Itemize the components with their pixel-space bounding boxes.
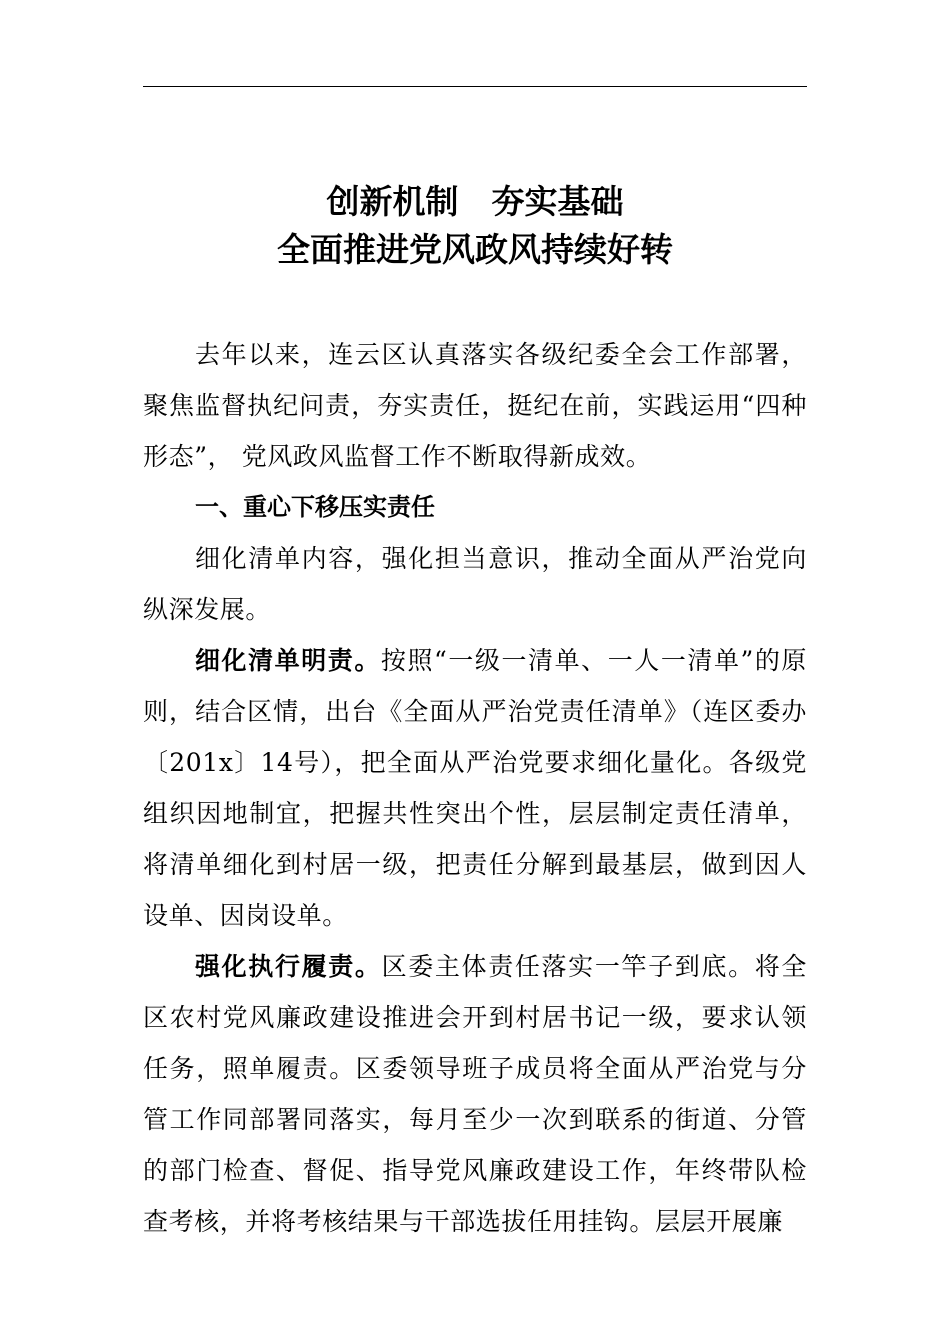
- item-paragraph-1: [143, 635, 807, 941]
- title-line-1: 创新机制 夯实基础: [326, 182, 624, 221]
- document-title: [143, 178, 807, 274]
- section-intro-paragraph: 细化清单内容，强化担当意识，推动全面从严治党向纵深发展。: [143, 544, 807, 624]
- title-line-2: 全面推进党风政风持续好转: [277, 230, 673, 269]
- header-rule: [143, 86, 807, 87]
- item-text-1: 按照“一级一清单、一人一清单”的原则，结合区情，出台《全面从严治党责任清单》（连区委办〔201x〕14号），把全面从严治党要求细化量化。各级党组织因地制宜，把握共性突出个性，层层制定责任清单，将清单细化到村居一级，把责任分解到最基层，做到因人设单、因岗设单。: [143, 646, 807, 930]
- item-lead-2: 强化执行履责。: [195, 952, 382, 981]
- section-heading: 一、重心下移压实责任: [195, 493, 435, 521]
- item-paragraph-2: [143, 941, 807, 1247]
- document-body: [143, 329, 807, 1247]
- item-text-2: 区委主体责任落实一竿子到底。将全区农村党风廉政建设推进会开到村居书记一级，要求认领任务，照单履责。区委领导班子成员将全面从严治党与分管工作同部署同落实，每月至少一次到联系的街道、分管的部门检查、督促、指导党风廉政建设工作，年终带队检查考核，并将考核结果与干部选拔任用挂钩。层层开展廉: [143, 952, 808, 1236]
- item-lead-1: 细化清单明责。: [195, 646, 381, 675]
- intro-paragraph: 去年以来，连云区认真落实各级纪委全会工作部署，聚焦监督执纪问责，夯实责任，挺纪在前，实践运用“四种形态”， 党风政风监督工作不断取得新成效。: [143, 340, 807, 471]
